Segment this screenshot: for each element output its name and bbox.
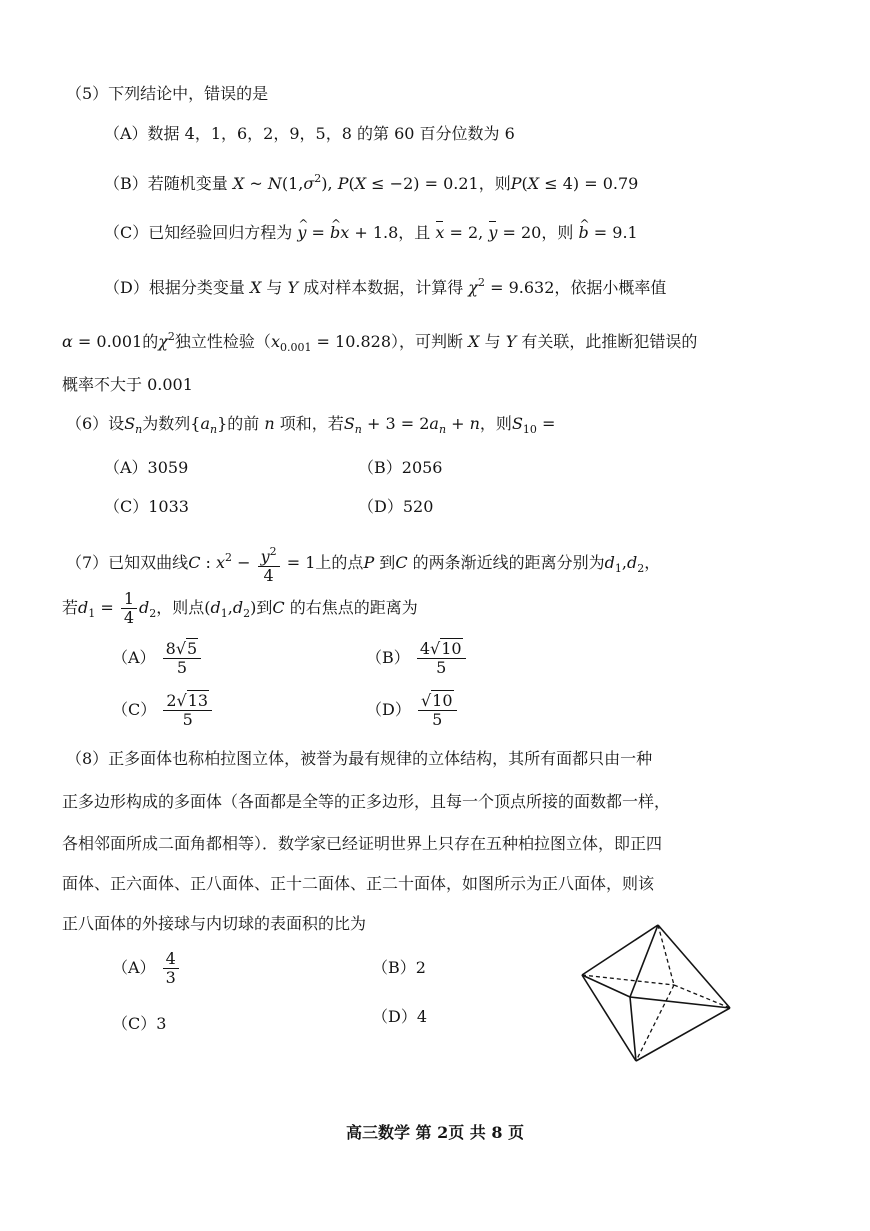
q7-option-c: （C） $\frac{2√13}{5}$ [112,692,214,729]
q7-stem: （7）已知双曲线C : $x^2$ − $\frac{y^2}{4}$ = 1上的点P 到C 的两条渐近线的距离分别为$d_1,d_2$， [66,544,661,585]
q8-line-4: 面体、正六面体、正八面体、正十二面体、正二十面体，如图所示为正八面体，则该 [62,874,655,893]
q7-option-a: （A） $\frac{8√5}{5}$ [112,640,203,677]
q8-option-d: （D）4 [372,1007,428,1026]
q5-option-d-line3: 概率不大于 0.001 [62,375,193,394]
q6-option-d: （D）520 [358,497,434,516]
q7-line2: 若$d_1$ = $\frac{1}{4}$ $d_2$，则点$(d_1,d_2)$到C 的右焦点的距离为 [62,589,418,627]
page-footer: 高三数学 第 2页 共 8 页 [345,1123,525,1142]
q5-stem: （5）下列结论中，错误的是 [66,84,269,103]
q6-option-a: （A）3059 [104,458,189,477]
q8-line-1: （8）正多面体也称柏拉图立体，被誉为最有规律的立体结构，其所有面都只由一种 [66,749,653,768]
edge-solid [582,925,658,975]
q8-option-c: （C）3 [112,1014,167,1033]
q6-stem: （6）设$S_n$为数列$\{a_n\}$的前 n 项和，若$S_n + 3 = 2a_n + n$，则$S_{10}$ = [66,414,556,436]
edge-solid [636,1008,730,1061]
q8-line-5: 正八面体的外接球与内切球的表面积的比为 [62,914,367,933]
q8-line-3: 各相邻面所成二面角都相等）．数学家已经证明世界上只存在五种柏拉图立体，即正四 [62,834,663,853]
octahedron-figure [576,923,738,1065]
q5-option-d: （D）根据分类变量 X 与 Y 成对样本数据，计算得 $\chi^2 = 9.632$，依据小概率值 [104,276,667,297]
q5-option-c: （C）已知经验回归方程为 ^ y = ^ bx + 1.8，且 x = 2, y = 20，则 ^ b = 9.1 [104,222,638,244]
q6-option-c: （C）1033 [104,497,189,516]
q5-option-a: （A）数据 4，1，6，2，9，5，8 的第 60 百分位数为 6 [104,124,515,143]
q8-option-b: （B）2 [372,958,426,977]
edge-hidden [582,975,674,985]
q7-option-d: （D） $\frac{√10}{5}$ [366,692,459,729]
edge-solid [630,925,658,997]
q8-option-a: （A） $\frac{4}{3}$ [112,950,181,987]
q6-option-b: （B）2056 [358,458,443,477]
q7-option-b: （B） $\frac{4√10}{5}$ [366,640,468,677]
q8-line-2: 正多边形构成的多面体（各面都是全等的正多边形，且每一个顶点所接的面数都一样， [62,792,671,811]
q5-option-d-line2: α = 0.001的$\chi^2$独立性检验$(x_{0.001} = 10.828)$，可判断 X 与 Y 有关联，此推断犯错误的 [62,330,698,354]
q5-option-b: （B）若随机变量 X ~ $N(1,\sigma^2)$, P(X ≤ −2) = 0.21，则P(X ≤ 4) = 0.79 [104,172,639,193]
